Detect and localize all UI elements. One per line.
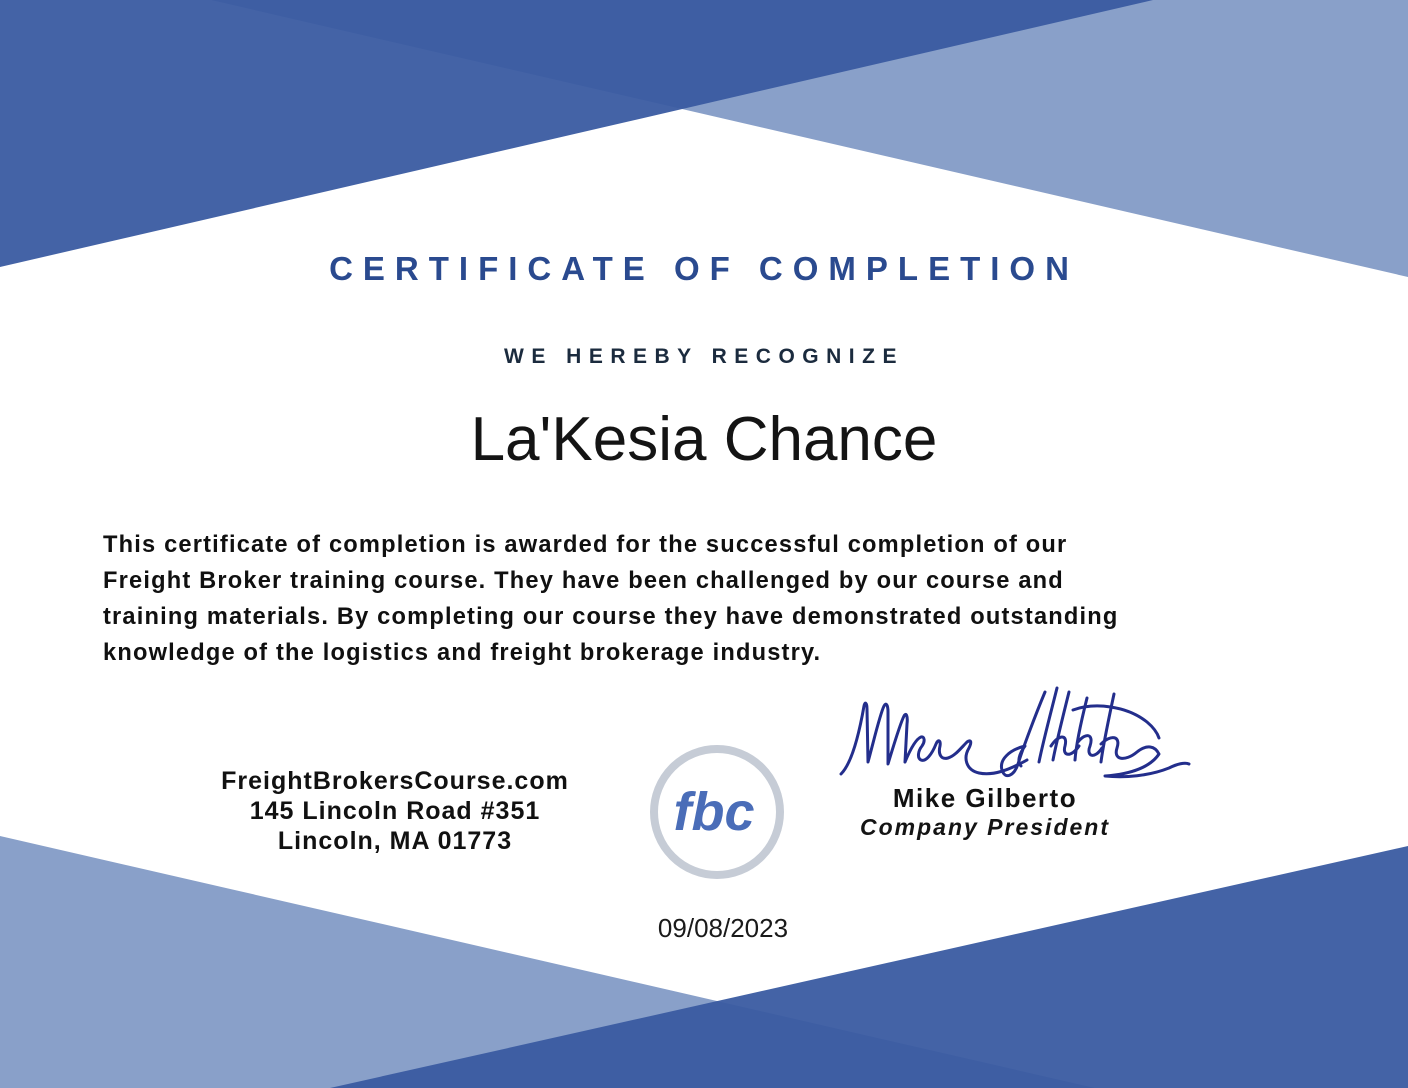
body-line: Freight Broker training course. They have been challenged by our course and [103, 567, 1064, 594]
body-line: training materials. By completing our course they have demonstrated outstanding [103, 603, 1119, 630]
recognition-label: WE HEREBY RECOGNIZE [504, 345, 904, 368]
issuer-address-line1: 145 Lincoln Road #351 [249, 797, 541, 825]
signature-stroke-mike [841, 703, 1027, 774]
body-line: This certificate of completion is awarded for the successful completion of our [103, 531, 1068, 558]
signer-name: Mike Gilberto [892, 783, 1078, 813]
issue-date: 09/08/2023 [657, 913, 789, 943]
certificate-body [103, 527, 1313, 671]
body-line: knowledge of the logistics and freight brokerage industry. [103, 639, 822, 666]
issuer-block [175, 766, 615, 856]
signer-title: Company President [860, 814, 1110, 840]
fbc-logo [650, 745, 784, 879]
issuer-address-line2: Lincoln, MA 01773 [277, 827, 513, 855]
fbc-logo-text: fbc [673, 782, 755, 842]
signature-image [833, 686, 1193, 786]
issuer-website: FreightBrokersCourse.com [221, 767, 569, 795]
recipient-name: La'Kesia Chance [470, 405, 938, 474]
signature-stroke-gilberto [1001, 688, 1189, 777]
signature-stroke-swash [1073, 706, 1159, 738]
certificate-title: CERTIFICATE OF COMPLETION [329, 250, 1079, 287]
